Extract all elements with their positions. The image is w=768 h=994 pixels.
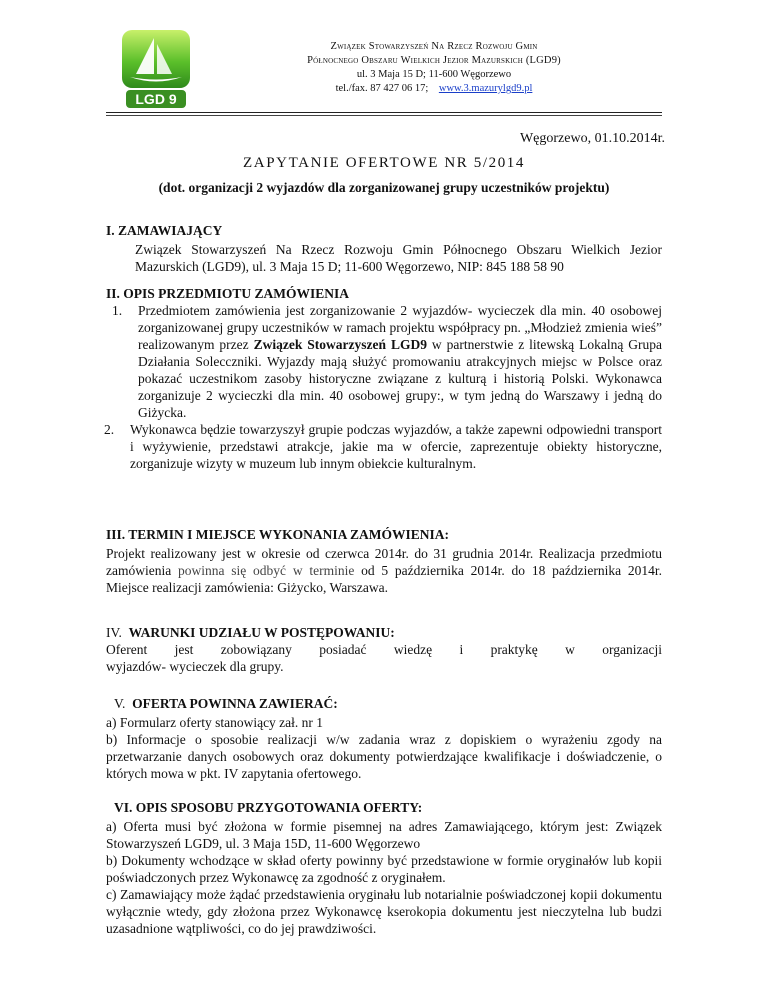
section-5-title: OFERTA POWINNA ZAWIERAĆ: bbox=[132, 696, 338, 711]
section-4-title: WARUNKI UDZIAŁU W POSTĘPOWANIU: bbox=[128, 625, 395, 640]
section-2-heading: II. OPIS PRZEDMIOTU ZAMÓWIENIA bbox=[106, 286, 350, 301]
section-3 bbox=[106, 526, 662, 596]
letterhead bbox=[224, 40, 644, 96]
org-address: ul. 3 Maja 15 D; 11-600 Węgorzewo bbox=[356, 69, 512, 80]
section-4-heading bbox=[106, 624, 662, 641]
item-2-text: Wykonawca będzie towarzyszył grupie podczas wyjazdów, a także zapewni odpowiedni transport i wyżywienie, przedstawi atrakcje, jakie ma w ofercie, zaprezentuje obiekty historyczne, zorganizuje wizyty w muzeum lub innym obiekcie kulturalnym. bbox=[130, 422, 662, 471]
header-rule-thin bbox=[106, 115, 662, 116]
section-3-text-grey: powinna się odbyć w terminie bbox=[178, 563, 355, 578]
section-6 bbox=[106, 799, 662, 937]
section-5-b: b) Informacje o sposobie realizacji w/w zadania wraz z dopiskiem o wyrażeniu zgody na przetwarzanie danych osobowych oraz dokumenty potwierdzające kwalifikacje i doświadczenie, o których mowa w pkt. IV zapytania ofertowego. bbox=[106, 732, 662, 781]
item-1-number: 1. bbox=[112, 303, 123, 318]
org-line-2: Północnego Obszaru Wielkich Jezior Mazurskich (LGD9) bbox=[307, 55, 561, 66]
section-6-c: c) Zamawiający może żądać przedstawienia oryginału lub notarialnie poświadczonej kopii dokumentu wyłącznie wtedy, gdy złożona przez Wykonawcę kserokopia dokumentu jest nieczytelna lub budzi uzasadnione wątpliwości, co do jej prawdziwości. bbox=[106, 887, 662, 936]
logo-text: LGD 9 bbox=[135, 91, 177, 107]
section-6-heading: VI. OPIS SPOSOBU PRZYGOTOWANIA OFERTY: bbox=[114, 800, 423, 815]
section-3-text-b: od 5 października 2014r. do 18 października 2014r. Miejsce realizacji zamówienia: Giżycko, Warszawa. bbox=[106, 563, 662, 595]
section-3-heading: III. TERMIN I MIEJSCE WYKONANIA ZAMÓWIENIA: bbox=[106, 527, 450, 542]
header-rule-thick bbox=[106, 112, 662, 113]
section-6-a: a) Oferta musi być złożona w formie pisemnej na adres Zamawiającego, którym jest: Związek Stowarzyszeń LGD9, ul. 3 Maja 15D, 11-600 Węgorzewo bbox=[106, 819, 662, 851]
document-date: Węgorzewo, 01.10.2014r. bbox=[519, 131, 665, 146]
document-title: ZAPYTANIE OFERTOWE NR 5/2014 bbox=[243, 155, 525, 171]
section-2-item-1 bbox=[112, 302, 662, 421]
item-1-text-b: w partnerstwie z litewską Lokalną Grupa Działania Solecczniki. Wyjazdy mają służyć promowaniu atrakcyjnych miejsc w Polsce oraz pokazać uczestnikom zasoby historyczne związane z kulturą i historią Polski. Wykonawca zorganizuje 2 wycieczki dla min. 40 osobowej grupy:, w tym jedną do Warszawy i jedną do Giżycka. bbox=[138, 337, 663, 420]
org-line-1: Związek Stowarzyszeń Na Rzecz Rozwoju Gmin bbox=[330, 41, 538, 52]
section-6-b: b) Dokumenty wchodzące w skład oferty powinny być przedstawione w formie oryginałów lub kopii poświadczonych przez Wykonawcę za zgodność z oryginałem. bbox=[106, 853, 662, 885]
section-1 bbox=[106, 222, 662, 275]
section-5-heading bbox=[106, 695, 662, 712]
lgd9-logo bbox=[118, 28, 194, 112]
section-4-num: IV. bbox=[106, 625, 122, 640]
section-1-heading: I. ZAMAWIAJĄCY bbox=[106, 223, 223, 238]
org-phone: tel./fax. 87 427 06 17; bbox=[335, 83, 429, 94]
section-5-num: V. bbox=[114, 696, 126, 711]
org-website-link[interactable]: www.3.mazurylgd9.pl bbox=[438, 83, 533, 94]
section-5 bbox=[106, 695, 662, 782]
section-1-text: Związek Stowarzyszeń Na Rzecz Rozwoju Gmin Północnego Obszaru Wielkich Jezior Mazurskich (LGD9), ul. 3 Maja 15 D; 11-600 Węgorzewo, NIP: 845 188 58 90 bbox=[135, 242, 662, 274]
section-4 bbox=[106, 624, 662, 675]
section-4-line-2: wyjazdów- wycieczek dla grupy. bbox=[106, 659, 284, 674]
item-1-text-a: Przedmiotem zamówienia jest zorganizowanie 2 wyjazdów- wycieczek dla min. 40 osobowej zorganizowanej grupy uczestników w ramach projektu współpracy pn. „Młodzież zmienia wieś” realizowanym przez bbox=[138, 303, 662, 352]
document-subtitle: (dot. organizacji 2 wyjazdów dla zorganizowanej grupy uczestników projektu) bbox=[158, 180, 610, 195]
section-2-item-2 bbox=[104, 421, 662, 472]
org-contact bbox=[224, 82, 644, 96]
section-3-text bbox=[106, 545, 662, 596]
section-3-text-a: Projekt realizowany jest w okresie od czerwca 2014r. do 31 grudnia 2014r. Realizacja przedmiotu zamówienia bbox=[106, 546, 662, 578]
item-2-number: 2. bbox=[104, 422, 115, 437]
section-2 bbox=[106, 285, 662, 472]
item-1-bold: Związek Stowarzyszeń LGD9 bbox=[253, 337, 427, 352]
section-4-line-1: Oferent jest zobowiązany posiadać wiedzę i praktykę w organizacji bbox=[106, 642, 662, 657]
section-5-a: a) Formularz oferty stanowiący zał. nr 1 bbox=[106, 715, 324, 730]
